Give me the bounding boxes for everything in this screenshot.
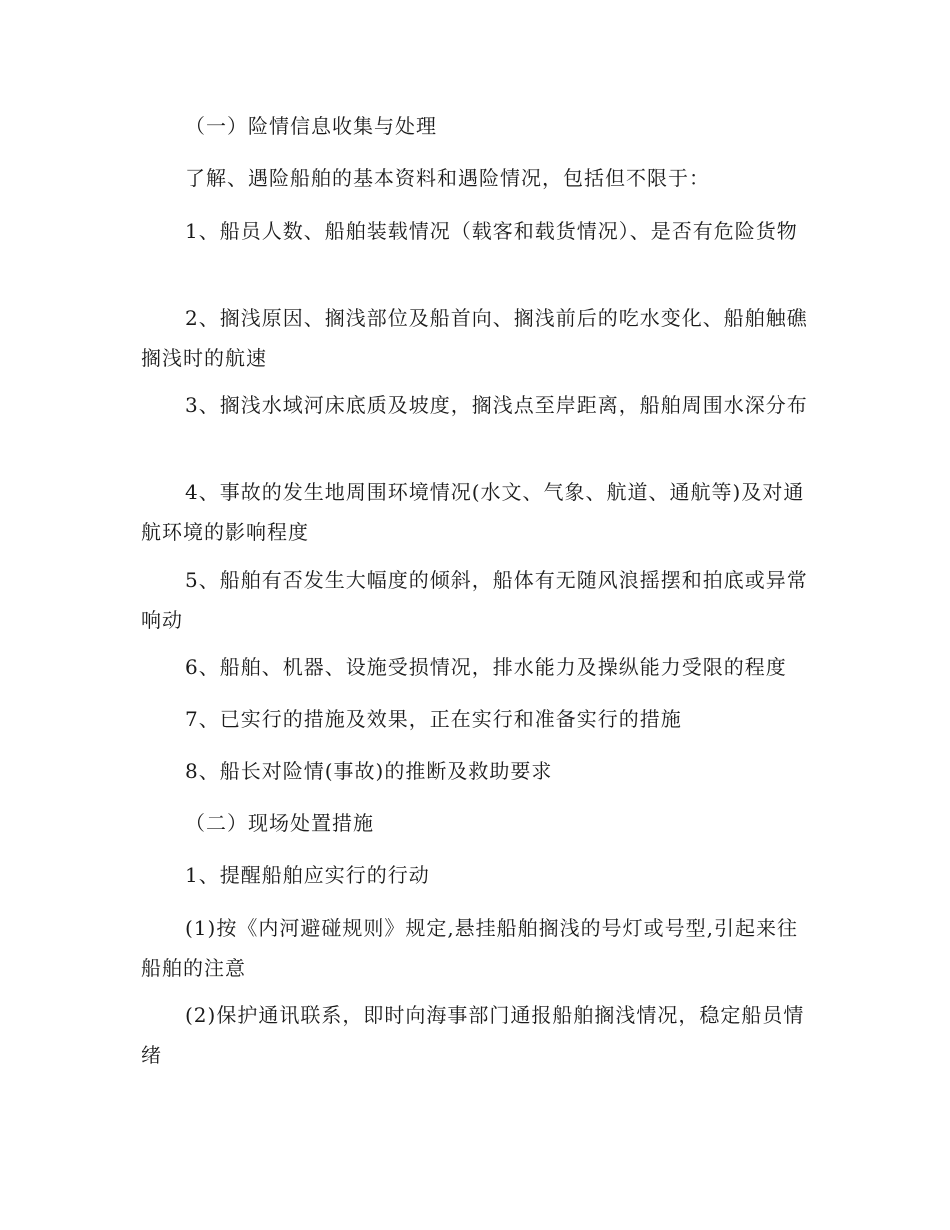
list-item-1: 1、船员人数、船舶装载情况（载客和载货情况）、是否有危险货物 [185, 219, 798, 243]
list-item-6: 6、船舶、机器、设施受损情况，排水能力及操纵能力受限的程度 [185, 655, 787, 679]
list-item-7: 7、已实行的措施及效果，正在实行和准备实行的措施 [185, 707, 682, 731]
paragraph-intro: 了解、遇险船舶的基本资料和遇险情况，包括但不限于： [185, 166, 710, 190]
list-item-3: 3、搁浅水域河床底质及坡度，搁浅点至岸距离，船舶周围水深分布 [185, 393, 808, 417]
action-heading: 1、提醒船舶应实行的行动 [185, 863, 430, 887]
list-item-5: 5、船舶有否发生大幅度的倾斜，船体有无随风浪摇摆和拍底或异常响动 [141, 568, 808, 632]
action-item-1: (1)按《内河避碰规则》规定,悬挂船舶搁浅的号灯或号型,引起来往船舶的注意 [141, 916, 799, 980]
section-heading-1: （一）险情信息收集与处理 [185, 114, 437, 138]
section-heading-2: （二）现场处置措施 [185, 811, 374, 835]
list-item-2: 2、搁浅原因、搁浅部位及船首向、搁浅前后的吃水变化、船舶触礁搁浅时的航速 [141, 306, 808, 370]
list-item-4: 4、事故的发生地周围环境情况(水文、气象、航道、通航等)及对通航环境的影响程度 [141, 480, 805, 544]
list-item-8: 8、船长对险情(事故)的推断及救助要求 [185, 759, 553, 783]
action-item-2: (2)保护通讯联系，即时向海事部门通报船舶搁浅情况，稳定船员情绪 [141, 1003, 805, 1067]
